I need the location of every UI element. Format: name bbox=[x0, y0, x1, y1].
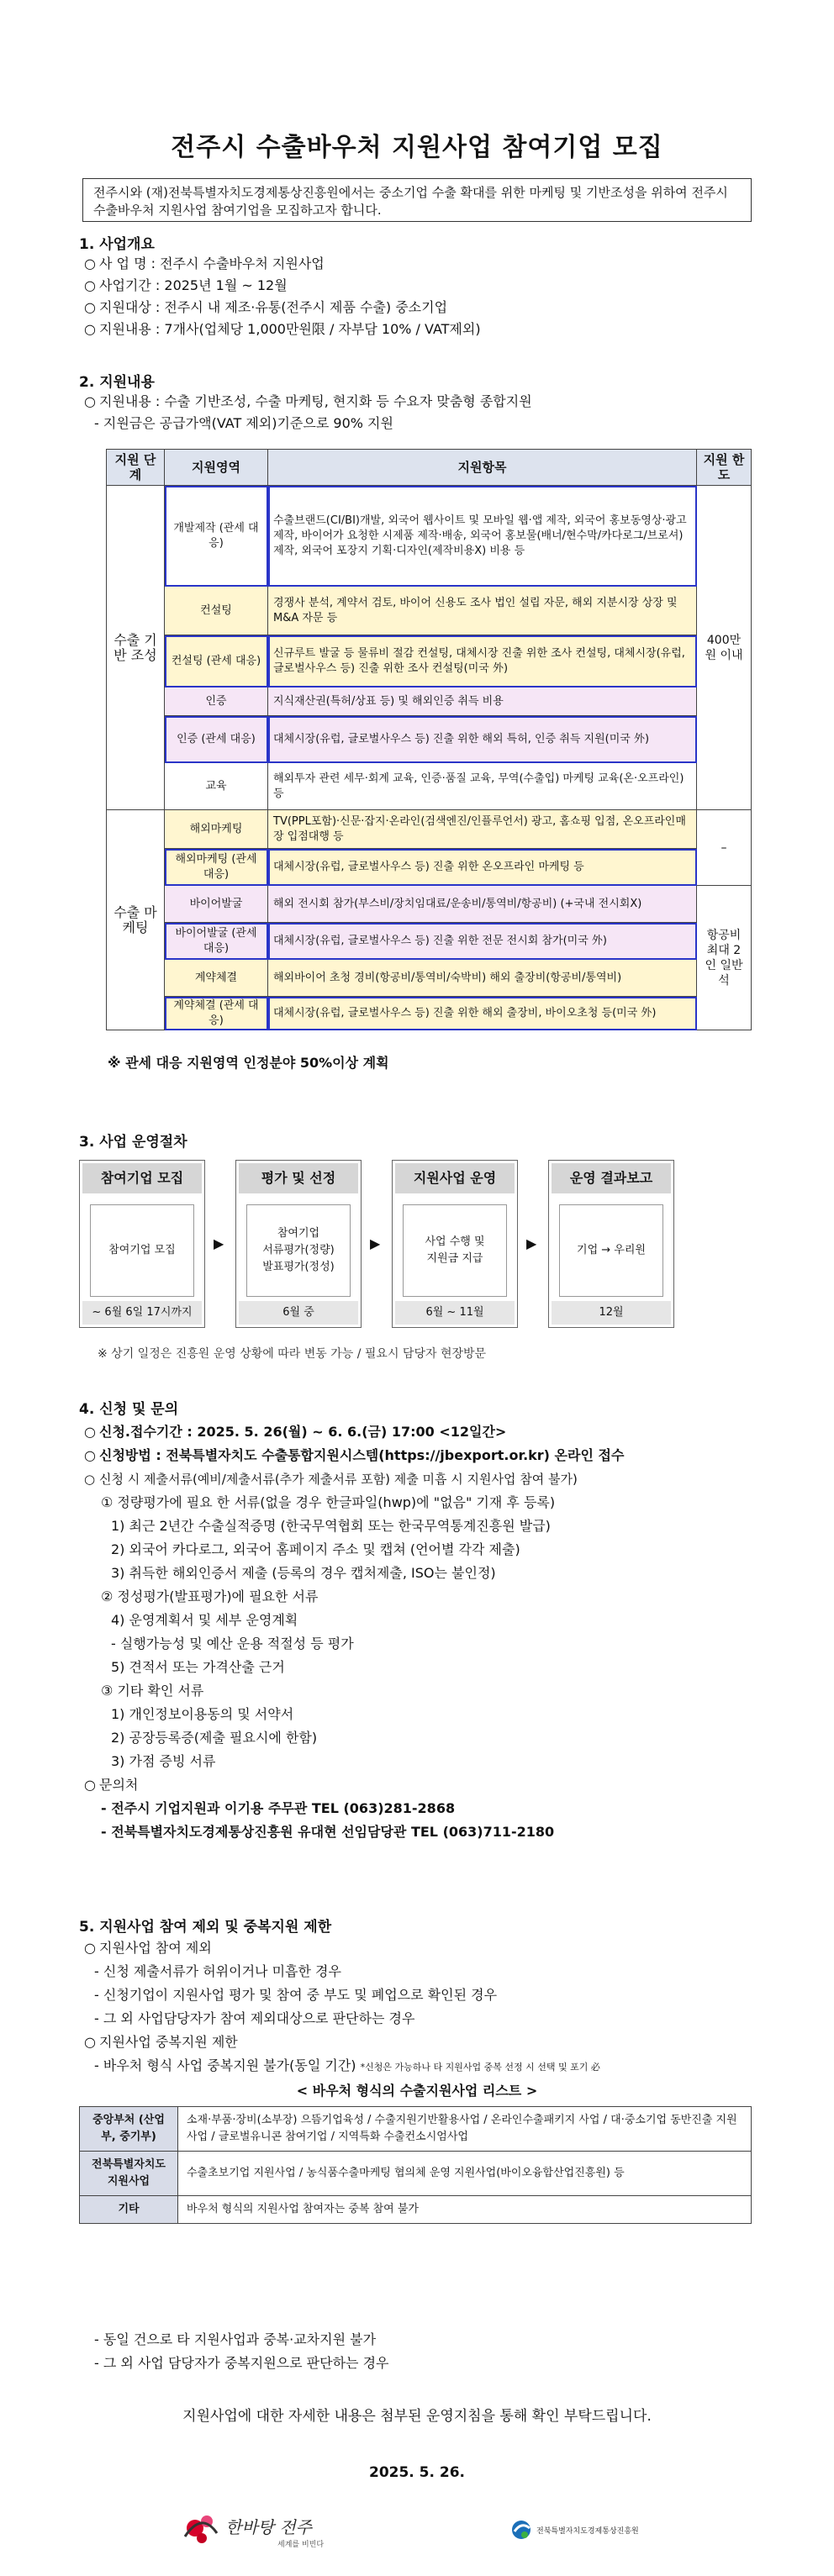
limit-cell: – bbox=[697, 810, 752, 886]
col-limit: 지원 한도 bbox=[697, 450, 752, 486]
doc-item: 1) 개인정보이용동의 및 서약서 bbox=[111, 1706, 294, 1722]
exclude-item: - 신청 제출서류가 허위이거나 미흡한 경우 bbox=[94, 1963, 341, 1979]
duplicate-heading: ○ 지원사업 중복지원 제한 bbox=[84, 2034, 238, 2050]
col-item: 지원항목 bbox=[268, 450, 697, 486]
list-key: 기타 bbox=[80, 2196, 178, 2224]
area-cell: 바이어발굴 (관세 대응) bbox=[165, 923, 268, 960]
doc-item: 3) 취득한 해외인증서 제출 (등록의 경우 캡처제출, ISO는 불인정) bbox=[111, 1565, 496, 1581]
doc-item: ① 정량평가에 필요 한 서류(없을 경우 한글파일(hwp)에 "없음" 기재 후 등록) bbox=[101, 1494, 556, 1510]
stage-cell: 수출 마케팅 bbox=[107, 810, 165, 1030]
apply-docs: ○ 신청 시 제출서류(예비/제출서류(추가 제출서류 포함) 제출 미흡 시 지원사업 참여 불가) bbox=[84, 1472, 578, 1487]
doc-item: ③ 기타 확인 서류 bbox=[101, 1683, 204, 1699]
area-cell: 개발제작 (관세 대응) bbox=[165, 486, 268, 587]
step-date: ~ 6월 6일 17시까지 bbox=[82, 1301, 202, 1325]
notice-date: 2025. 5. 26. bbox=[368, 2464, 465, 2481]
jeonju-logo bbox=[177, 2503, 353, 2553]
closing-text: 지원사업에 대한 자세한 내용은 첨부된 운영지침을 통해 확인 부탁드립니다. bbox=[182, 2408, 652, 2425]
voucher-list-table bbox=[79, 2106, 752, 2224]
item-cell: 해외 전시회 참가(부스비/장치임대료/운송비/통역비/항공비) (+국내 전시회X) bbox=[268, 886, 697, 923]
item-cell: 대체시장(유럽, 글로벌사우스 등) 진출 위한 해외 출장비, 바이오초청 등(미국 外) bbox=[268, 997, 697, 1030]
doc-item: 2) 공장등록증(제출 필요시에 한함) bbox=[111, 1730, 318, 1746]
area-cell: 교육 bbox=[165, 763, 268, 810]
gbba-logo bbox=[509, 2513, 678, 2547]
exclude-item: - 신청기업이 지원사업 평가 및 참여 중 부도 및 폐업으로 확인된 경우 bbox=[94, 1987, 498, 2003]
list-key: 중앙부처 (산업부, 중기부) bbox=[80, 2107, 178, 2152]
duplicate-item: - 바우처 형식 사업 중복지원 불가(동일 기간) *신청은 가능하나 타 지원사업 중복 선정 시 선택 및 포기 必 bbox=[94, 2057, 600, 2073]
section-1-heading: 1. 사업개요 bbox=[79, 236, 155, 253]
list-value: 소재·부품·장비(소부장) 으뜸기업육성 / 수출지원기반활용사업 / 온라인수출패키지 사업 / 대·중소기업 동반진출 지원사업 / 글로벌유니콘 참여기업 / 지역특화 수출컨소시엄사업 bbox=[178, 2107, 752, 2152]
exclude-item: - 그 외 사업담당자가 참여 제외대상으로 판단하는 경우 bbox=[94, 2010, 415, 2026]
arrow-icon: ▶ bbox=[526, 1235, 537, 1251]
process-step bbox=[548, 1160, 674, 1328]
area-cell: 인증 (관세 대응) bbox=[165, 716, 268, 763]
col-area: 지원영역 bbox=[165, 450, 268, 486]
contact-line: - 전주시 기업지원과 이기용 주무관 TEL (063)281-2868 bbox=[101, 1800, 456, 1816]
list-value: 바우처 형식의 지원사업 참여자는 중복 참여 불가 bbox=[178, 2196, 752, 2224]
apply-method: ○ 신청방법 : 전북특별자치도 수출통합지원시스템(https://jbexport.or.kr) 온라인 접수 bbox=[84, 1447, 625, 1463]
col-stage: 지원 단계 bbox=[107, 450, 165, 486]
arrow-icon: ▶ bbox=[370, 1235, 381, 1251]
doc-item: - 실행가능성 및 예산 운용 적절성 등 평가 bbox=[111, 1636, 354, 1651]
step-title: 평가 및 선정 bbox=[239, 1163, 358, 1193]
item-cell: 경쟁사 분석, 계약서 검토, 바이어 신용도 조사 법인 설립 자문, 해외 지분시장 상장 및 M&A 자문 등 bbox=[268, 587, 697, 635]
step-body: 참여기업 서류평가(정량) 발표평가(정성) bbox=[246, 1204, 351, 1297]
intro-box: 전주시와 (재)전북특별자치도경제통상진흥원에서는 중소기업 수출 확대를 위한 마케팅 및 기반조성을 위하여 전주시 수출바우처 지원사업 참여기업을 모집하고자 합니다. bbox=[82, 178, 752, 222]
step-date: 6월 중 bbox=[239, 1301, 358, 1325]
step-date: 12월 bbox=[552, 1301, 671, 1325]
area-cell: 인증 bbox=[165, 687, 268, 716]
overview-item: ○ 사 업 명 : 전주시 수출바우처 지원사업 bbox=[84, 255, 325, 271]
area-cell: 계약체결 (관세 대응) bbox=[165, 997, 268, 1030]
contact-line: - 전북특별자치도경제통상진흥원 유대현 선임담당관 TEL (063)711-2180 bbox=[101, 1824, 555, 1840]
list-key: 전북특별자치도 지원사업 bbox=[80, 2152, 178, 2196]
item-cell: 대체시장(유럽, 글로벌사우스 등) 진출 위한 온오프라인 마케팅 등 bbox=[268, 849, 697, 886]
section-3-heading: 3. 사업 운영절차 bbox=[79, 1134, 187, 1151]
item-cell: 수출브랜드(CI/BI)개발, 외국어 웹사이트 및 모바일 웹·앱 제작, 외국어 홍보동영상·광고제작, 바이어가 요청한 시제품 제작·배송, 외국어 홍보물(배너/현수막/카다로그/브로셔) 제작, 외국어 포장지 기획·디자인(제작비용X) 비용 등 bbox=[268, 486, 697, 587]
area-cell: 바이어발굴 bbox=[165, 886, 268, 923]
section-2-heading: 2. 지원내용 bbox=[79, 374, 155, 391]
support-content: ○ 지원내용 : 수출 기반조성, 수출 마케팅, 현지화 등 수요자 맞춤형 종합지원 bbox=[84, 393, 532, 409]
area-cell: 컨설팅 bbox=[165, 587, 268, 635]
svg-text:전북특별자치도경제통상진흥원: 전북특별자치도경제통상진흥원 bbox=[536, 2527, 639, 2536]
contact-heading: ○ 문의처 bbox=[84, 1777, 139, 1793]
item-cell: 대체시장(유럽, 글로벌사우스 등) 진출 위한 전문 전시회 참가(미국 外) bbox=[268, 923, 697, 960]
area-cell: 해외마케팅 (관세 대응) bbox=[165, 849, 268, 886]
tariff-note: ※ 관세 대응 지원영역 인정분야 50%이상 계획 bbox=[108, 1055, 389, 1071]
step-body: 기업 → 우리원 bbox=[559, 1204, 663, 1297]
apply-period: ○ 신청.접수기간 : 2025. 5. 26(월) ~ 6. 6.(금) 17:00 <12일간> bbox=[84, 1424, 507, 1440]
section-4-heading: 4. 신청 및 문의 bbox=[79, 1401, 179, 1418]
support-table bbox=[106, 449, 752, 1030]
step-body: 참여기업 모집 bbox=[90, 1204, 194, 1297]
list-value: 수출초보기업 지원사업 / 농식품수출마케팅 협의체 운영 지원사업(바이오융합산업진흥원) 등 bbox=[178, 2152, 752, 2196]
doc-item: 2) 외국어 카다로그, 외국어 홈페이지 주소 및 캡쳐 (언어별 각각 제출) bbox=[111, 1541, 520, 1557]
step-title: 참여기업 모집 bbox=[82, 1163, 202, 1193]
process-step bbox=[79, 1160, 205, 1328]
page-title: 전주시 수출바우처 지원사업 참여기업 모집 bbox=[171, 133, 663, 162]
limit-cell: 항공비 최대 2인 일반석 bbox=[697, 886, 752, 1030]
doc-item: 5) 견적서 또는 가격산출 근거 bbox=[111, 1659, 285, 1675]
arrow-icon: ▶ bbox=[214, 1235, 224, 1251]
item-cell: 해외바이어 초청 경비(항공비/통역비/숙박비) 해외 출장비(항공비/통역비) bbox=[268, 960, 697, 997]
process-step bbox=[392, 1160, 518, 1328]
stage-cell: 수출 기반 조성 bbox=[107, 486, 165, 810]
svg-text:세계를 비빈다: 세계를 비빈다 bbox=[277, 2541, 325, 2549]
item-cell: TV(PPL포함)·신문·잡지·온라인(검색엔진/인플루언서) 광고, 홈쇼핑 입점, 온오프라인매장 입점대행 등 bbox=[268, 810, 697, 849]
doc-item: 1) 최근 2년간 수출실적증명 (한국무역협회 또는 한국무역통계진흥원 발급) bbox=[111, 1518, 551, 1534]
item-cell: 신규루트 발굴 등 물류비 절감 컨설팅, 대체시장 진출 위한 조사 컨설팅, 대체시장(유럽, 글로벌사우스 등) 진출 위한 조사 컨설팅(미국 外) bbox=[268, 635, 697, 687]
area-cell: 해외마케팅 bbox=[165, 810, 268, 849]
schedule-note: ※ 상기 일정은 진흥원 운영 상황에 따라 변동 가능 / 필요시 담당자 현장방문 bbox=[98, 1347, 487, 1361]
doc-item: ② 정성평가(발표평가)에 필요한 서류 bbox=[101, 1588, 319, 1604]
step-body: 사업 수행 및 지원금 지급 bbox=[403, 1204, 507, 1297]
step-title: 지원사업 운영 bbox=[395, 1163, 515, 1193]
overview-item: ○ 지원내용 : 7개사(업체당 1,000만원限 / 자부담 10% / VAT제외) bbox=[84, 321, 481, 337]
section-5-heading: 5. 지원사업 참여 제외 및 중복지원 제한 bbox=[79, 1919, 332, 1936]
area-cell: 컨설팅 (관세 대응) bbox=[165, 635, 268, 687]
overview-item: ○ 지원대상 : 전주시 내 제조·유통(전주시 제품 수출) 중소기업 bbox=[84, 299, 448, 315]
area-cell: 계약체결 bbox=[165, 960, 268, 997]
exclude-heading: ○ 지원사업 참여 제외 bbox=[84, 1940, 212, 1956]
doc-item: 3) 가점 증빙 서류 bbox=[111, 1753, 216, 1769]
duplicate-item: - 그 외 사업 담당자가 중복지원으로 판단하는 경우 bbox=[94, 2355, 389, 2371]
limit-cell: 400만원 이내 bbox=[697, 486, 752, 810]
voucher-list-title: < 바우처 형식의 수출지원사업 리스트 > bbox=[296, 2083, 538, 2099]
overview-item: ○ 사업기간 : 2025년 1월 ~ 12월 bbox=[84, 277, 288, 293]
item-cell: 지식재산권(특허/상표 등) 및 해외인증 취득 비용 bbox=[268, 687, 697, 716]
process-step bbox=[235, 1160, 362, 1328]
step-title: 운영 결과보고 bbox=[552, 1163, 671, 1193]
step-date: 6월 ~ 11월 bbox=[395, 1301, 515, 1325]
svg-text:한바탕 전주: 한바탕 전주 bbox=[225, 2517, 312, 2537]
duplicate-item: - 동일 건으로 타 지원사업과 중복·교차지원 불가 bbox=[94, 2331, 377, 2347]
item-cell: 대체시장(유럽, 글로벌사우스 등) 진출 위한 해외 특허, 인증 취득 지원(미국 外) bbox=[268, 716, 697, 763]
doc-item: 4) 운영계획서 및 세부 운영계획 bbox=[111, 1612, 298, 1628]
item-cell: 해외투자 관련 세무·회계 교육, 인증·품질 교육, 무역(수출입) 마케팅 교육(온·오프라인) 등 bbox=[268, 763, 697, 810]
support-ratio: - 지원금은 공급가액(VAT 제외)기준으로 90% 지원 bbox=[94, 415, 393, 431]
